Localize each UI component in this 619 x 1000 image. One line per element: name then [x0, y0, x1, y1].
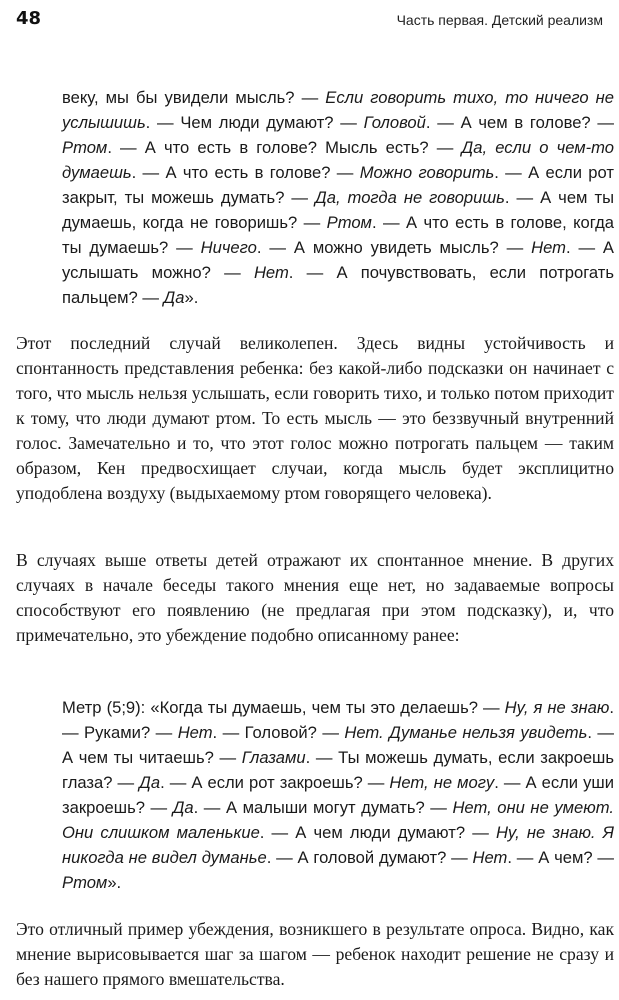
child-answer: Глазами: [241, 748, 306, 767]
dialogue-quote-2-text: [62, 695, 614, 895]
child-answer: Нет: [177, 723, 213, 742]
interviewer-text: . — Ты можешь думать, если закроешь глаза? —: [62, 748, 615, 792]
interviewer-text: . — А если рот закрыт, ты можешь думать? —: [62, 163, 614, 207]
dialogue-quote-1: [62, 85, 614, 310]
interviewer-text: . — А если уши закроешь? —: [62, 773, 614, 817]
interviewer-text: . — Головой? —: [212, 723, 345, 742]
running-head: Часть первая. Детский реализм: [396, 12, 603, 28]
child-answer: Ну, не знаю. Я никогда не видел думанье: [62, 823, 614, 867]
child-answer: Нет, они не умеют. Они слишком маленькие: [62, 798, 614, 842]
child-answer: Нет: [472, 848, 508, 867]
body-paragraph-2-text: В случаях выше ответы детей отражают их спонтанное мнение. В других случаях в начале беседы такого мнения еще нет, но задаваемые вопросы способствуют его появлению (не предлагая при этом подсказку), и, что примечательно, это убеждение подобно описанному ранее:: [16, 550, 614, 645]
interviewer-text: . — Руками? —: [62, 698, 614, 742]
body-paragraph-1: [16, 331, 614, 506]
interviewer-text: . — А чем? —: [507, 848, 614, 867]
interviewer-text: . — А чем в голове? —: [425, 113, 614, 132]
interviewer-text: . — А что есть в голове, когда ты думаешь? —: [62, 213, 614, 257]
interviewer-text: . — А что есть в голове? Мысль есть? —: [107, 138, 462, 157]
child-answer: Ртом: [62, 138, 108, 157]
child-answer: Головой: [363, 113, 426, 132]
interviewer-text: веку, мы бы увидели мысль? —: [62, 88, 326, 107]
child-answer: Да, тогда не говоришь: [315, 188, 505, 207]
body-paragraph-3: [16, 917, 614, 992]
child-answer: Да: [172, 798, 194, 817]
interviewer-text: . — А малыши могут думать? —: [193, 798, 453, 817]
interviewer-text: . — А чем ты читаешь? —: [62, 723, 614, 767]
body-paragraph-2: [16, 548, 614, 648]
interviewer-text: . — А если рот закроешь? —: [160, 773, 390, 792]
dialogue-quote-1-text: [62, 85, 614, 310]
interviewer-text: . — А чем ты думаешь, когда не говоришь? —: [62, 188, 614, 232]
interviewer-text: . — Чем люди думают? —: [145, 113, 364, 132]
child-answer: Можно говорить: [359, 163, 495, 182]
interviewer-text: ».: [184, 288, 199, 307]
child-answer: Да: [139, 773, 161, 792]
child-answer: Нет: [253, 263, 289, 282]
interviewer-text: . — А можно увидеть мысль? —: [256, 238, 532, 257]
interviewer-text: . — А головой думают? —: [266, 848, 473, 867]
child-answer: Нет: [531, 238, 566, 257]
child-answer: Если говорить тихо, то ничего не услышишь: [62, 88, 614, 132]
interviewer-text: . — А почувствовать, если потрогать пальцем? —: [62, 263, 614, 307]
child-answer: Да: [163, 288, 185, 307]
child-answer: Нет. Думанье нельзя увидеть: [344, 723, 588, 742]
interviewer-text: . — А чем люди думают? —: [259, 823, 496, 842]
child-answer: Ртом: [326, 213, 372, 232]
dialogue-quote-2: [62, 695, 614, 895]
child-answer: Да, если о чем-то думаешь: [62, 138, 615, 182]
child-answer: Ртом: [62, 873, 108, 892]
interviewer-text: . — А услышать можно? —: [62, 238, 614, 282]
body-paragraph-3-text: Это отличный пример убеждения, возникшего в результате опроса. Видно, как мнение вырисовывается шаг за шагом — ребенок находит решение не сразу и без нашего прямого вмешательства.: [16, 919, 614, 989]
interviewer-text: Метр (5;9): «Когда ты думаешь, чем ты это делаешь? —: [62, 698, 505, 717]
page-header: [16, 8, 603, 32]
interviewer-text: ».: [107, 873, 122, 892]
body-paragraph-1-text: Этот последний случай великолепен. Здесь видны устойчивость и спонтанность представления ребенка: без какой-либо подсказки он начинает с того, что мысль нельзя услышать, если говорить тихо, и только потом приходит к тому, что люди думают ртом. То есть мысль — это беззвучный внутренний голос. Замечательно и то, что этот голос можно потрогать пальцем — таким образом, Кен предвосхищает случаи, когда мысль будет эксплицитно уподоблена воздуху (выдыхаемому ртом говорящего человека).: [16, 333, 614, 503]
child-answer: Ничего: [200, 238, 257, 257]
page-number: 48: [16, 8, 42, 29]
child-answer: Ну, я не знаю: [504, 698, 610, 717]
interviewer-text: . — А что есть в голове? —: [131, 163, 360, 182]
child-answer: Нет, не могу: [389, 773, 495, 792]
